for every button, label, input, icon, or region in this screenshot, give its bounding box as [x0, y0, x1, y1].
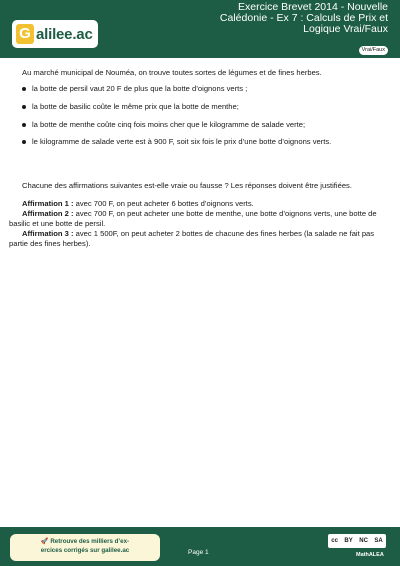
- nc-icon: NC: [359, 538, 368, 544]
- intro-text: Au marché municipal de Nouméa, on trouve toutes sortes de légumes et de fines herbes.: [22, 68, 322, 77]
- list-item: [22, 84, 388, 102]
- affirmation-text: avec 700 F, on peut acheter 6 bottes d’oignons verts.: [75, 199, 254, 208]
- promo-link[interactable]: [10, 534, 160, 561]
- page-header: [0, 0, 400, 58]
- affirmation-3: [9, 229, 393, 249]
- cc-icon: cc: [331, 538, 338, 544]
- list-item-text: la botte de persil vaut 20 F de plus que la botte d’oignons verts ;: [32, 84, 248, 93]
- exercise-title: [148, 2, 388, 35]
- facts-list: [22, 84, 388, 155]
- list-item-text: la botte de basilic coûte le même prix que la botte de menthe;: [32, 101, 239, 111]
- bullet-icon: [22, 105, 26, 109]
- list-item-text: la botte de menthe coûte cinq fois moins cher que le kilogramme de salade verte;: [32, 119, 306, 129]
- promo-line: 🚀 Retrouve des milliers d’ex-: [40, 538, 130, 545]
- list-item: [22, 120, 388, 138]
- galilee-logo[interactable]: [12, 20, 98, 48]
- affirmation-label: Affirmation 1 :: [22, 199, 74, 208]
- affirmation-label: Affirmation 3 :: [22, 229, 74, 238]
- affirmation-1: [9, 199, 393, 209]
- question-text: Chacune des affirmations suivantes est-elle vraie ou fausse ? Les réponses doivent être justifiées.: [22, 181, 352, 190]
- bullet-icon: [22, 87, 26, 91]
- list-item: [22, 137, 388, 155]
- affirmation-2: [9, 209, 393, 229]
- by-icon: BY: [344, 538, 353, 544]
- promo-line: ercices corrigés sur galilee.ac: [40, 547, 130, 554]
- list-item: [22, 102, 388, 120]
- category-badge: Vrai/Faux: [359, 46, 388, 55]
- galilee-logo-mark: G: [16, 24, 34, 44]
- cc-license-icon[interactable]: [328, 534, 386, 548]
- title-line: Logique Vrai/Faux: [303, 23, 388, 35]
- list-item-text: le kilogramme de salade verte est à 900 F, soit six fois le prix d’une botte d’oignons verts.: [32, 137, 332, 147]
- affirmation-text: avec 1 500F, on peut acheter 2 bottes de chacune des fines herbes (la salade ne fait pas partie des fines herbes).: [9, 229, 375, 248]
- affirmation-text: avec 700 F, on peut acheter une botte de menthe, une botte d’oignons verts, une botte de basilic et une botte de persil.: [9, 209, 377, 228]
- sa-icon: SA: [374, 538, 383, 544]
- title-line: Exercice Brevet 2014 - Nouvelle: [238, 1, 388, 13]
- page-number: Page 1: [188, 549, 209, 556]
- generator-label: MathALEA: [356, 552, 384, 558]
- bullet-icon: [22, 140, 26, 144]
- bullet-icon: [22, 123, 26, 127]
- affirmation-label: Affirmation 2 :: [22, 209, 74, 218]
- title-line: Calédonie - Ex 7 : Calculs de Prix et: [219, 12, 388, 24]
- page-footer: [0, 527, 400, 566]
- galilee-logo-text: alilee.ac: [36, 25, 93, 43]
